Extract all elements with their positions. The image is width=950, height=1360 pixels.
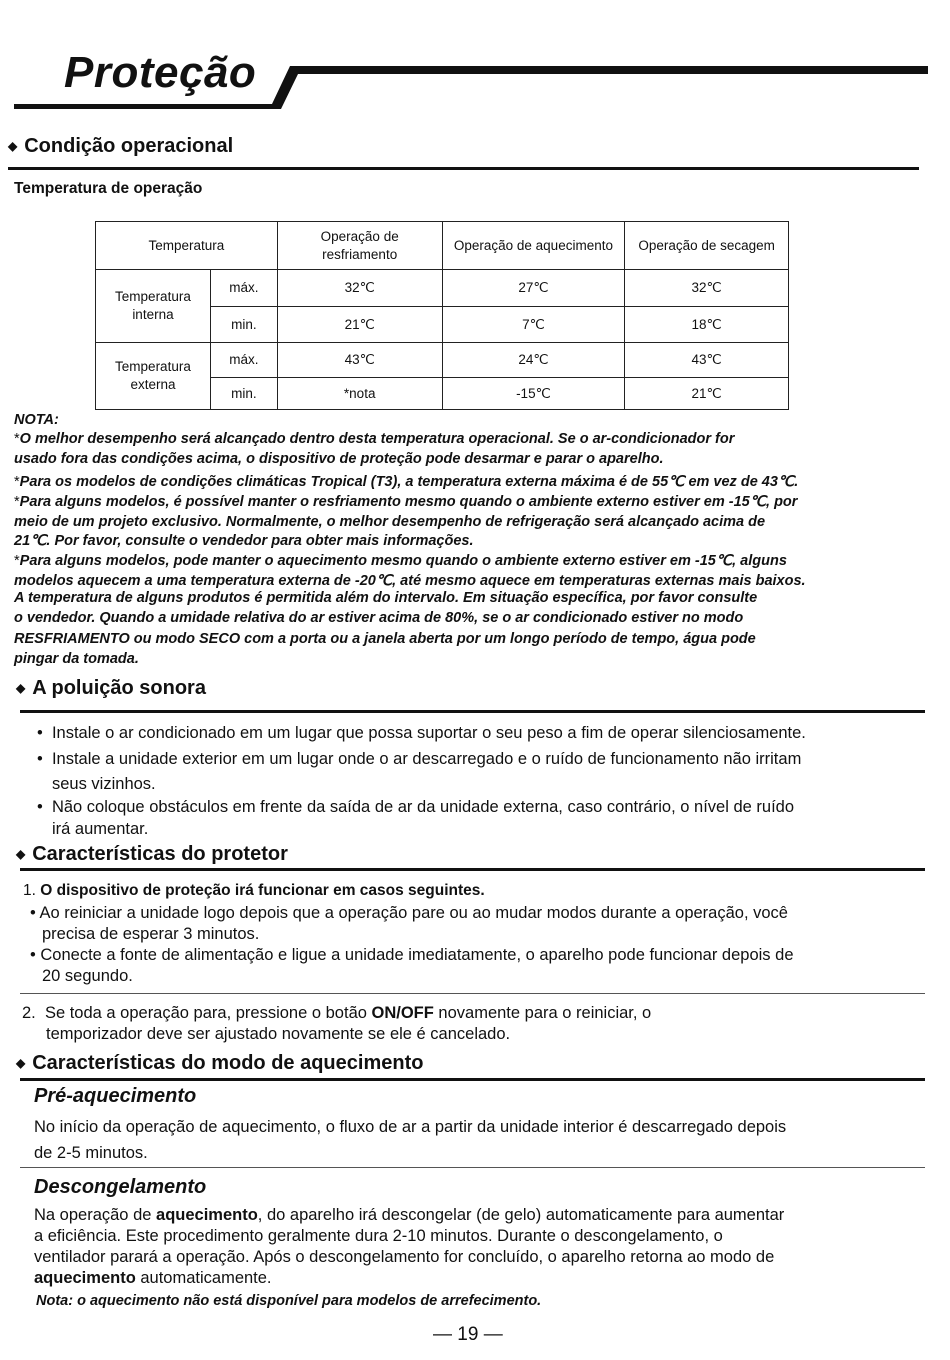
divider-line: [20, 993, 925, 994]
operating-temperature-table: [95, 221, 789, 410]
page-number: — 19 —: [433, 1324, 503, 1345]
section-rule: [8, 167, 919, 170]
outdoor-max-heat: 24℃: [442, 343, 625, 378]
noise-bullet-2: • Instale a unidade exterior em um lugar onde o ar descarregado e o ruído de funcionamento não irritam seus vizinhos.: [37, 750, 802, 793]
outdoor-max-dry: 43℃: [625, 343, 789, 378]
note-2: *Para os modelos de condições climáticas Tropical (T3), a temperatura externa máxima é de 55℃ em vez de 43℃.: [14, 474, 799, 490]
preheating-text: No início da operação de aquecimento, o fluxo de ar a partir da unidade interior é descarregado depois de 2-5 minutos.: [34, 1118, 787, 1162]
indoor-min-cool: 21℃: [277, 307, 442, 343]
diamond-bullet-icon: ◆: [16, 681, 26, 695]
row-label-outdoor: Temperatura externa: [96, 343, 211, 410]
indoor-max-dry: 32℃: [625, 270, 789, 307]
indoor-max-cool: 32℃: [277, 270, 442, 307]
heating-note: Nota: o aquecimento não está disponível para modelos de arrefecimento.: [36, 1293, 542, 1309]
outdoor-max-cool: 43℃: [277, 343, 442, 378]
indoor-min-dry: 18℃: [625, 307, 789, 343]
section-rule: [20, 868, 925, 871]
section-rule: [20, 710, 925, 713]
header-heating: Operação de aquecimento: [442, 222, 625, 270]
header-temperature: Temperatura: [96, 222, 278, 270]
section-rule: [20, 1078, 925, 1081]
protector-item-1-title: 1. O dispositivo de proteção irá funcionar em casos seguintes.: [23, 882, 485, 899]
section-heading-noise: ◆ A poluição sonora: [16, 677, 206, 699]
outdoor-min-dry: 21℃: [625, 378, 789, 410]
subheading-preheating: Pré-aquecimento: [34, 1085, 197, 1107]
diamond-bullet-icon: ◆: [16, 847, 26, 861]
page-title: Proteção: [64, 48, 257, 97]
noise-bullet-3: • Não coloque obstáculos em frente da saída de ar da unidade externa, caso contrário, o nível de ruído irá aumentar.: [37, 798, 795, 838]
protector-bullet-2: • Conecte a fonte de alimentação e ligue a unidade imediatamente, o aparelho pode funcionar depois de 20 segundo.: [30, 946, 794, 985]
indoor-max-heat: 27℃: [442, 270, 625, 307]
note-3: *Para alguns modelos, é possível manter o resfriamento mesmo quando o ambiente externo estiver em -15℃, por meio de um projeto exclusivo. Normalmente, o melhor desempenho de refrigeração será alcançado acima de 21℃. Por favor, consulte o vendedor para obter mais informações.: [14, 494, 798, 549]
indoor-max-label: máx.: [210, 270, 277, 307]
indoor-min-label: min.: [210, 307, 277, 343]
divider-line: [20, 1167, 925, 1168]
section-heading-operating: ◆ Condição operacional: [8, 135, 234, 157]
noise-bullet-1: • Instale o ar condicionado em um lugar que possa suportar o seu peso a fim de operar silenciosamente.: [37, 724, 806, 742]
indoor-min-heat: 7℃: [442, 307, 625, 343]
protector-item-2: 2. Se toda a operação para, pressione o botão ON/OFF novamente para o reiniciar, o temporizador deve ser ajustado novamente se ele é cancelado.: [22, 1004, 652, 1043]
row-label-indoor: Temperatura interna: [96, 270, 211, 343]
note-1: *O melhor desempenho será alcançado dentro desta temperatura operacional. Se o ar-condicionador for usado fora das condições acima, o dispositivo de proteção pode desarmar e parar o aparelho.: [14, 431, 735, 467]
note-label: NOTA:: [14, 412, 59, 428]
outdoor-max-label: máx.: [210, 343, 277, 378]
section-heading-protector: ◆ Características do protetor: [16, 843, 288, 865]
note-4: *Para alguns modelos, pode manter o aquecimento mesmo quando o ambiente externo estiver em -15℃, alguns modelos aquecem a uma temperatura externa de -20℃, até mesmo aquece em temperaturas externas mais baixos.: [14, 553, 806, 589]
outdoor-min-heat: -15℃: [442, 378, 625, 410]
outdoor-min-label: min.: [210, 378, 277, 410]
section-heading-heating: ◆ Características do modo de aquecimento: [16, 1052, 424, 1074]
note-5: A temperatura de alguns produtos é permitida além do intervalo. Em situação específica, por favor consulte o vendedor. Quando a umidade relativa do ar estiver acima de 80%, se o ar condicionado estiver no modo RESFRIAMENTO ou modo SECO com a porta ou a janela aberta por um longo período de tempo, água pode pingar da tomada.: [14, 590, 758, 667]
diamond-bullet-icon: ◆: [16, 1056, 26, 1070]
outdoor-min-cool: *nota: [277, 378, 442, 410]
subheading-operating-temperature: Temperatura de operação: [14, 180, 203, 197]
header-cooling: Operação de resfriamento: [277, 222, 442, 270]
header-drying: Operação de secagem: [625, 222, 789, 270]
subheading-defrosting: Descongelamento: [34, 1176, 207, 1198]
defrosting-text: Na operação de aquecimento, do aparelho irá descongelar (de gelo) automaticamente para aumentar a eficiência. Este procedimento geralmente dura 2-10 minutos. Durante o descongelamento, o ventilador parará a operação. Após o descongelamento for concluído, o aparelho retorna ao modo de aquecimento automaticamente.: [34, 1206, 785, 1287]
protector-bullet-1: • Ao reiniciar a unidade logo depois que a operação pare ou ao mudar modos durante a operação, você precisa de esperar 3 minutos.: [30, 904, 788, 943]
diamond-bullet-icon: ◆: [8, 139, 18, 153]
